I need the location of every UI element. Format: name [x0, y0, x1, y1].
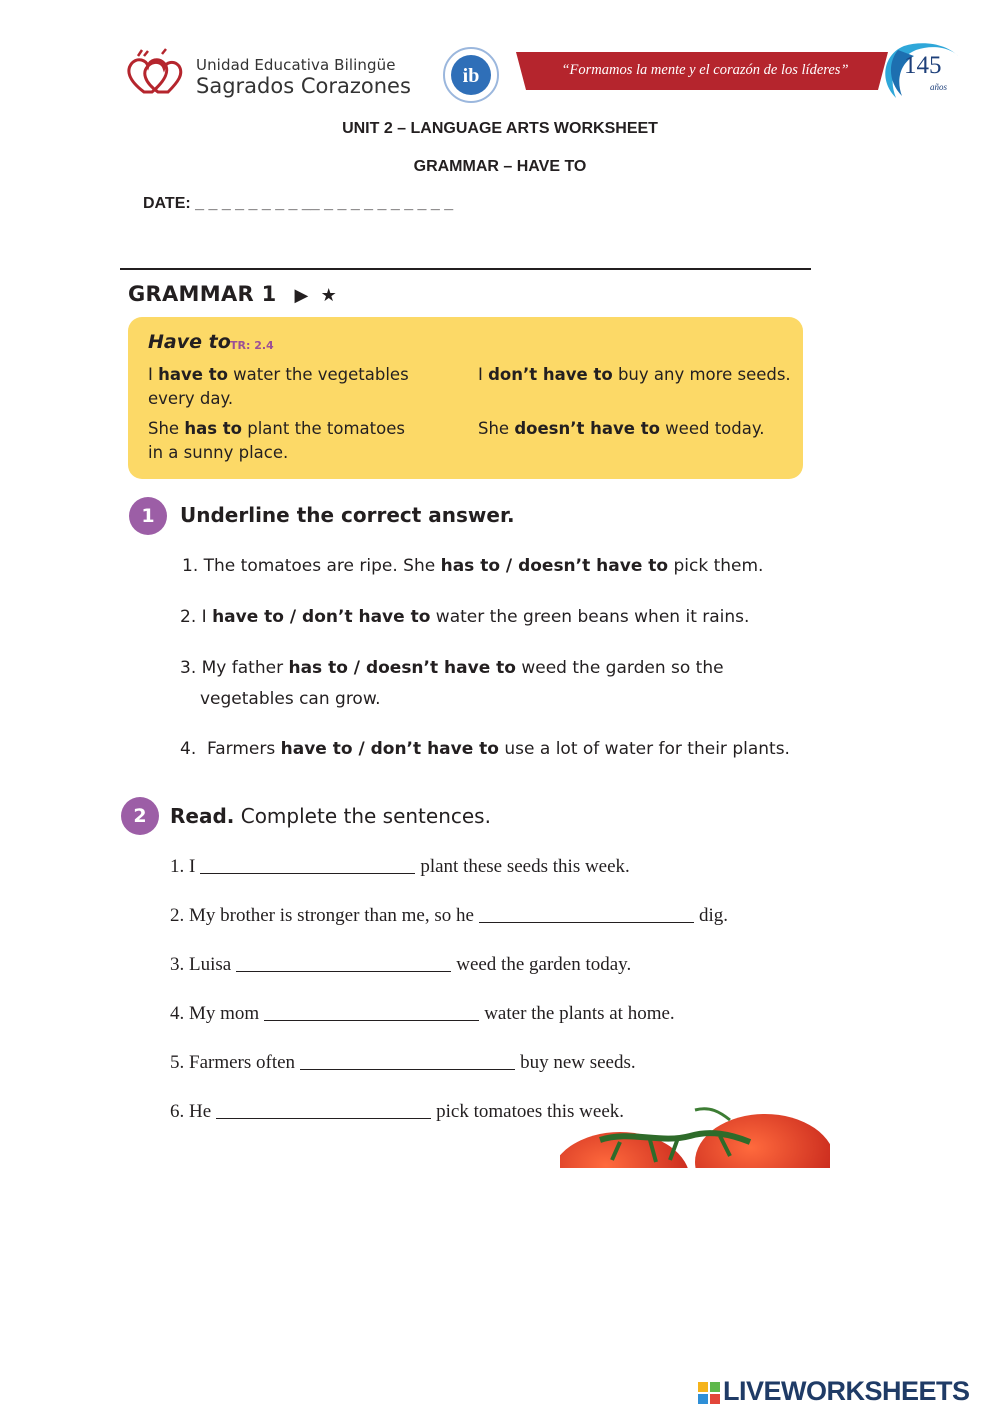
exercise-2-item-5: 5. Farmers often buy new seeds. — [170, 1052, 636, 1073]
exercise-2-badge: 2 — [121, 797, 159, 835]
liveworksheets-logo-icon — [697, 1381, 721, 1405]
option-a[interactable]: has to — [288, 658, 348, 678]
option-b[interactable]: don’t have to — [370, 739, 499, 759]
anniversary-label: años — [930, 82, 948, 92]
ib-world-school-logo — [442, 46, 500, 104]
grammar-example-3: She has to plant the tomatoes in a sunny place. — [148, 419, 405, 462]
answer-blank[interactable] — [236, 958, 451, 972]
anniversary-number: 145 — [904, 52, 942, 79]
school-name-line2: Sagrados Corazones — [196, 74, 411, 98]
exercise-2-item-1: 1. I plant these seeds this week. — [170, 856, 630, 877]
audio-track-label: TR: 2.4 — [230, 339, 274, 352]
exercise-2-item-3: 3. Luisa weed the garden today. — [170, 954, 632, 975]
tomatoes-image — [560, 1100, 830, 1168]
section-divider — [120, 268, 811, 270]
play-arrow-icon: ▶ — [294, 285, 309, 306]
grammar-example-4: She doesn’t have to weed today. — [478, 419, 765, 438]
svg-text:ib: ib — [462, 65, 480, 87]
grammar-box — [128, 317, 803, 479]
school-hearts-logo — [124, 48, 184, 98]
exercise-1-badge: 1 — [129, 497, 167, 535]
answer-blank[interactable] — [479, 909, 694, 923]
option-a[interactable]: have to — [280, 739, 353, 759]
star-icon: ★ — [320, 285, 338, 306]
option-b[interactable]: doesn’t have to — [518, 556, 669, 576]
topic-title: GRAMMAR – HAVE TO — [413, 158, 587, 175]
exercise-1-item-2: 2. I have to / don’t have to water the green beans when it rains. — [180, 607, 750, 627]
grammar-example-2: I don’t have to buy any more seeds. — [478, 365, 791, 384]
school-name-line1: Unidad Educativa Bilingüe — [196, 56, 396, 74]
option-b[interactable]: doesn’t have to — [365, 658, 516, 678]
exercise-2-item-6: 6. He pick tomatoes this week. — [170, 1101, 625, 1122]
exercise-1-item-1: 1. The tomatoes are ripe. She has to / doesn’t have to pick them. — [182, 556, 764, 576]
liveworksheets-brand: LIVEWORKSHEETS — [723, 1376, 970, 1406]
exercise-2-item-4: 4. My mom water the plants at home. — [170, 1003, 675, 1024]
exercise-2-title: Read. Complete the sentences. — [170, 804, 491, 828]
grammar-heading-text: GRAMMAR 1 — [128, 282, 277, 306]
school-name — [196, 56, 411, 98]
exercise-1-item-4: 4. Farmers have to / don’t have to use a lot of water for their plants. — [180, 739, 790, 759]
date-field: DATE: _ _ _ _ _ _ _ _ __ _ _ _ _ _ _ _ _ _ _ — [143, 195, 454, 212]
grammar-box-title: Have to — [148, 331, 231, 353]
exercise-1-item-3: 3. My father has to / doesn’t have to weed the garden so the vegetables can grow. — [180, 658, 724, 709]
school-motto: “Formamos la mente y el corazón de los líderes” — [561, 62, 849, 78]
answer-blank[interactable] — [300, 1056, 515, 1070]
exercise-1-title: Underline the correct answer. — [180, 503, 515, 527]
option-a[interactable]: has to — [440, 556, 501, 576]
exercise-2-item-2: 2. My brother is stronger than me, so he dig. — [170, 905, 728, 926]
grammar-example-1: I have to water the vegetables every day. — [148, 365, 409, 408]
option-b[interactable]: don’t have to — [302, 607, 431, 627]
answer-blank[interactable] — [216, 1105, 431, 1119]
answer-blank[interactable] — [264, 1007, 479, 1021]
grammar-heading — [128, 282, 337, 306]
option-a[interactable]: have to — [212, 607, 284, 627]
unit-title: UNIT 2 – LANGUAGE ARTS WORKSHEET — [342, 120, 658, 137]
answer-blank[interactable] — [200, 860, 415, 874]
